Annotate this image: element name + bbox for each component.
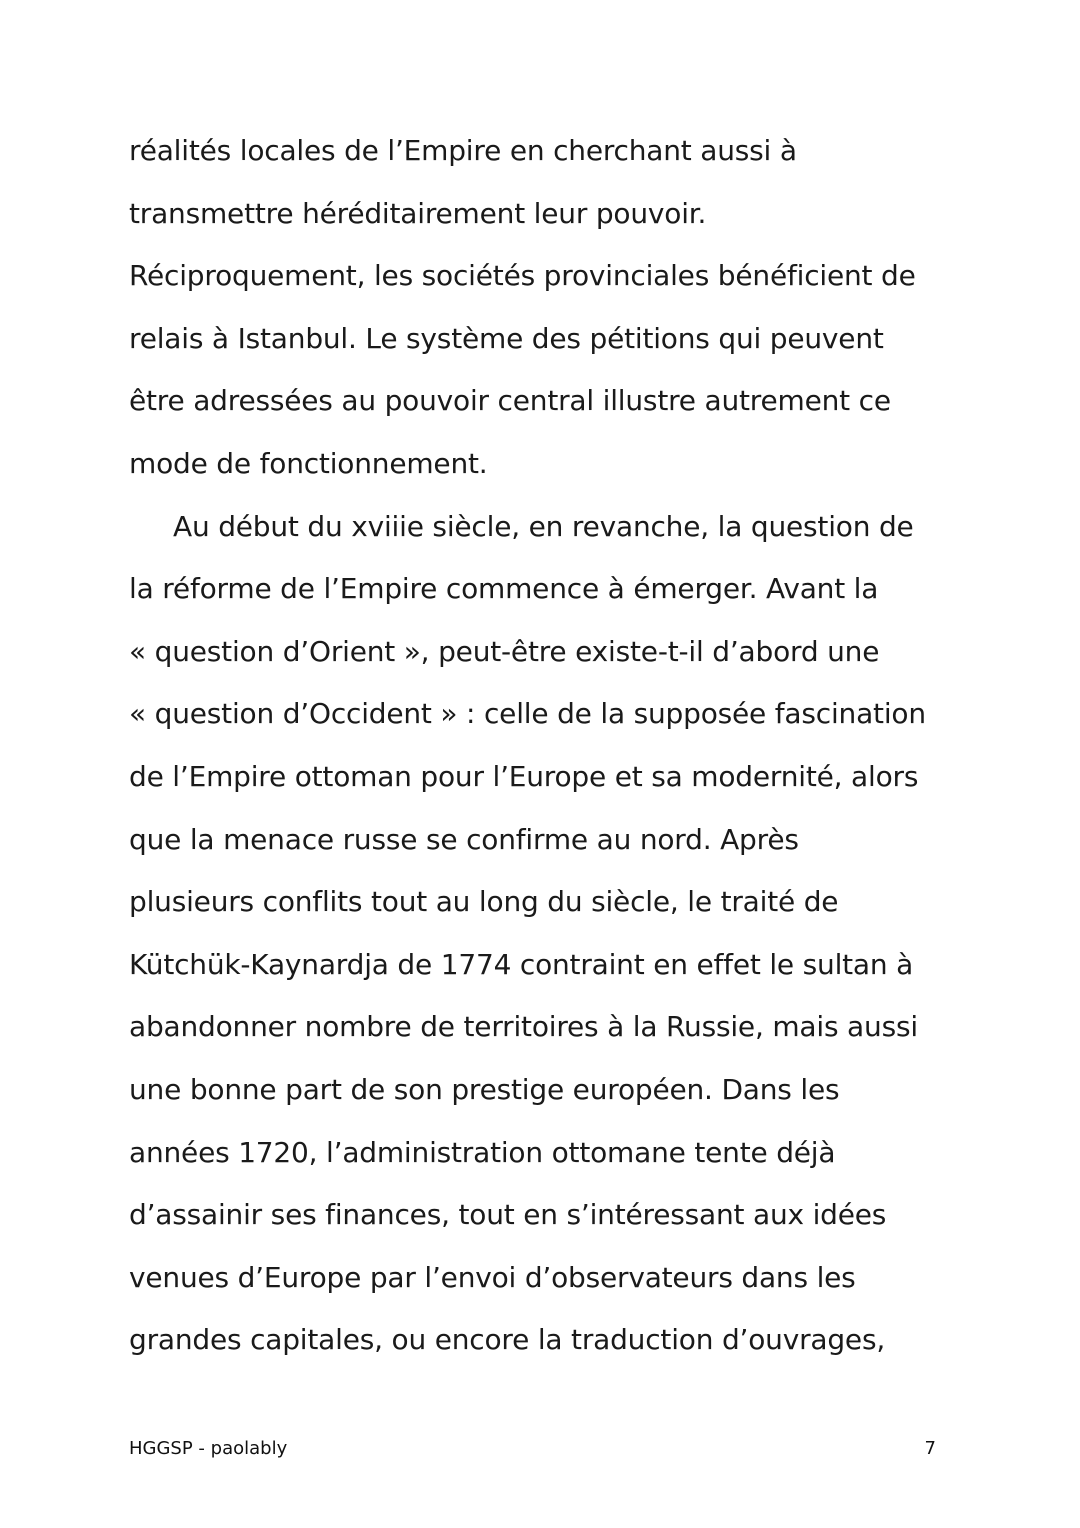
text-line: être adressées au pouvoir central illustre autrement ce xyxy=(129,384,891,418)
text-line: abandonner nombre de territoires à la Russie, mais aussi xyxy=(129,1010,918,1044)
page-number: 7 xyxy=(924,1438,936,1459)
text-line: que la menace russe se confirme au nord. Après xyxy=(129,822,799,856)
body-text xyxy=(129,120,949,1372)
text-line: transmettre héréditairement leur pouvoir. xyxy=(129,196,707,230)
text-line: une bonne part de son prestige européen. Dans les xyxy=(129,1072,840,1106)
paragraph-start-line: Au début du xviiie siècle, en revanche, la question de xyxy=(173,509,914,543)
text-line: plusieurs conflits tout au long du siècle, le traité de xyxy=(129,885,839,919)
text-line: années 1720, l’administration ottomane tente déjà xyxy=(129,1135,836,1169)
text-line: réalités locales de l’Empire en cherchant aussi à xyxy=(129,134,797,167)
text-line: d’assainir ses finances, tout en s’intéressant aux idées xyxy=(129,1198,887,1232)
text-line: « question d’Orient », peut-être existe-t-il d’abord une xyxy=(129,634,880,668)
text-line: relais à Istanbul. Le système des pétitions qui peuvent xyxy=(129,321,884,355)
text-line: Kütchük-Kaynardja de 1774 contraint en effet le sultan à xyxy=(129,947,914,981)
text-line: la réforme de l’Empire commence à émerger. Avant la xyxy=(129,572,879,606)
text-line: venues d’Europe par l’envoi d’observateurs dans les xyxy=(129,1260,856,1294)
text-line: grandes capitales, ou encore la traduction d’ouvrages, xyxy=(129,1323,886,1357)
footer-label: HGGSP - paolably xyxy=(129,1438,288,1459)
text-line: mode de fonctionnement. xyxy=(129,446,488,480)
text-line: « question d’Occident » : celle de la supposée fascination xyxy=(129,697,926,731)
text-line: Réciproquement, les sociétés provinciales bénéficient de xyxy=(129,259,916,293)
text-line: de l’Empire ottoman pour l’Europe et sa modernité, alors xyxy=(129,759,919,793)
